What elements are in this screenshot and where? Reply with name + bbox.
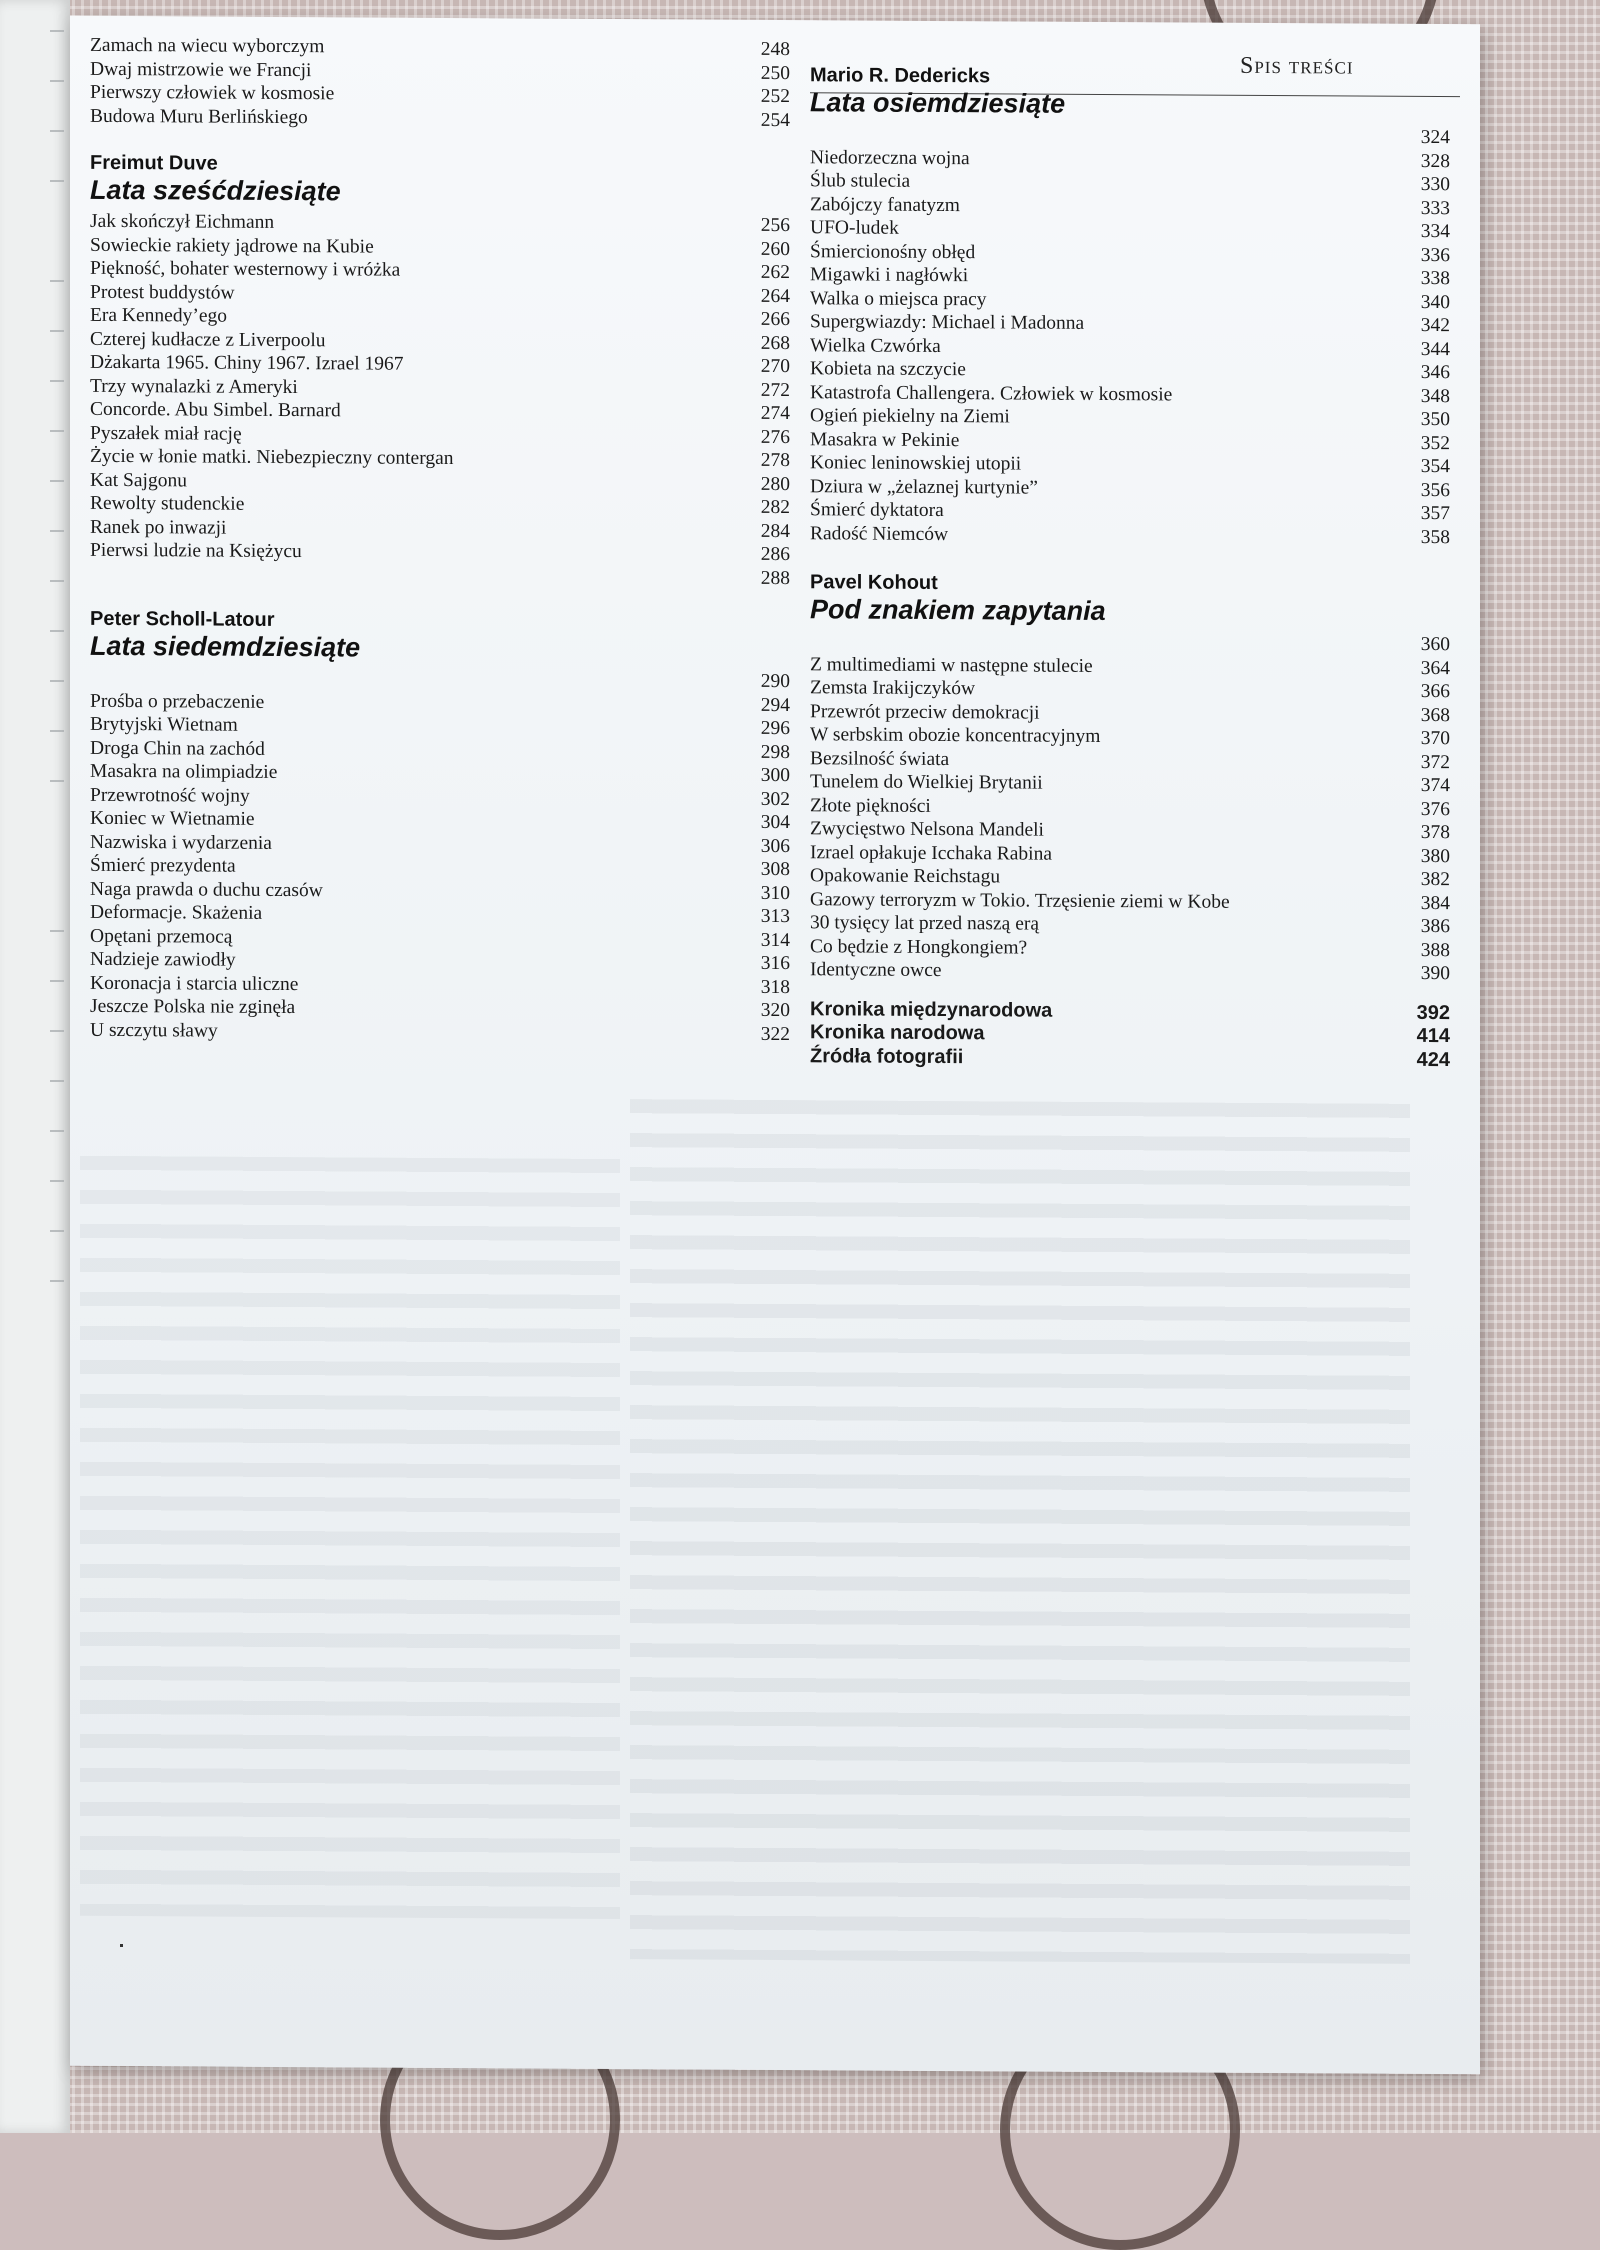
top-entries: [90, 34, 790, 132]
toc-entry: [90, 539, 790, 567]
entry-list: [90, 666, 790, 1046]
entry-page: 262: [760, 261, 790, 284]
section-title: Lata osiemdziesiąte: [810, 87, 1066, 119]
entry-title: Ślub stulecia: [810, 170, 911, 192]
entry-title: Trzy wynalazki z Ameryki: [90, 375, 298, 398]
section-eighties: [810, 64, 1450, 549]
entry-page: 388: [1420, 939, 1450, 961]
section-author: Peter Scholl-Latour: [90, 607, 275, 631]
entry-title: Koronacja i starcia uliczne: [90, 972, 299, 995]
entry-page: 256: [760, 214, 790, 237]
entry-page: 390: [1420, 962, 1450, 985]
entry-list: [90, 210, 790, 590]
entry-page: 296: [760, 717, 790, 740]
entry-title: Nazwiska i wydarzenia: [90, 831, 272, 854]
entry-title: Opakowanie Reichstagu: [810, 865, 1001, 888]
toc-entry: [90, 562, 790, 590]
entry-page: 288: [760, 567, 790, 589]
entry-title: Życie w łonie matki. Niebezpieczny contergan: [90, 445, 454, 470]
right-column: [810, 64, 1450, 1072]
entry-page: 336: [1420, 244, 1450, 266]
section-author: Freimut Duve: [90, 151, 218, 175]
entry-title: Dziura w „żelaznej kurtynie”: [810, 475, 1038, 499]
entry-page: 378: [1420, 821, 1450, 844]
entry-page: 376: [1420, 798, 1450, 820]
entry-title: Przewrót przeciw demokracji: [810, 700, 1040, 724]
entry-page: 366: [1420, 680, 1450, 703]
entry-title: Era Kennedy’ego: [90, 304, 227, 327]
page-mark: [120, 1944, 123, 1947]
appendix-list: [810, 998, 1450, 1072]
entry-page: 298: [760, 741, 790, 763]
entry-title: Katastrofa Challengera. Człowiek w kosmosie: [810, 381, 1173, 405]
entry-page: 252: [760, 85, 790, 108]
entry-title: Pierwszy człowiek w kosmosie: [90, 81, 335, 105]
entry-title: Kronika międzynarodowa: [810, 997, 1053, 1022]
entry-title: Naga prawda o duchu czasów: [90, 878, 323, 901]
toc-entry: [810, 193, 1450, 220]
previous-page-edge: [0, 0, 70, 2133]
entry-title: Supergwiazdy: Michael i Madonna: [810, 311, 1085, 334]
entry-page: 313: [760, 905, 790, 928]
entry-title: Z multimediami w następne stulecie: [810, 653, 1093, 677]
entry-title: Jak skończył Eichmann: [90, 210, 275, 233]
entry-title: Śmiercionośny obłęd: [810, 240, 976, 263]
entry-title: Kat Sajgonu: [90, 469, 187, 491]
entry-page: 382: [1420, 868, 1450, 891]
entry-page: 306: [760, 835, 790, 857]
entry-page: 250: [760, 62, 790, 84]
section-title: Pod znakiem zapytania: [810, 594, 1106, 627]
section-question-mark: [810, 571, 1450, 985]
entry-page: 280: [760, 473, 790, 495]
entry-page: 424: [1416, 1048, 1450, 1071]
entry-page: 358: [1420, 526, 1450, 548]
toc-entry: [90, 445, 790, 473]
entry-title: U szczytu sławy: [90, 1019, 218, 1042]
entry-page: 370: [1420, 727, 1450, 750]
entry-title: Czterej kudłacze z Liverpoolu: [90, 328, 326, 351]
entry-page: 264: [760, 285, 790, 307]
entry-title: Brytyjski Wietnam: [90, 713, 238, 736]
entry-title: Pierwsi ludzie na Księżycu: [90, 539, 302, 563]
entry-page: 302: [760, 788, 790, 810]
entry-page: 254: [760, 109, 790, 131]
entry-title: Concorde. Abu Simbel. Barnard: [90, 398, 341, 422]
entry-page: 284: [760, 520, 790, 542]
entry-title: Walka o miejsca pracy: [810, 287, 987, 310]
bleed-through-text: [80, 1156, 620, 1919]
entry-page: 333: [1420, 197, 1450, 219]
entry-title: Pyszałek miał rację: [90, 422, 242, 445]
entry-list: [810, 122, 1450, 549]
entry-title: Deformacje. Skażenia: [90, 901, 263, 924]
entry-title: Nadzieje zawiodły: [90, 948, 236, 971]
entry-page: 282: [760, 496, 790, 519]
entry-page: 350: [1420, 408, 1450, 431]
entry-page: 248: [760, 38, 790, 61]
entry-title: Kobieta na szczycie: [810, 358, 966, 381]
entry-title: Rewolty studenckie: [90, 492, 245, 515]
entry-page: 384: [1420, 892, 1450, 914]
entry-page: 320: [760, 999, 790, 1022]
entry-title: Sowieckie rakiety jądrowe na Kubie: [90, 234, 374, 258]
entry-title: Bezsilność świata: [810, 747, 950, 770]
entry-page: 274: [760, 402, 790, 425]
entry-page: 268: [760, 332, 790, 354]
entry-title: Przewrotność wojny: [90, 784, 250, 807]
entry-title: Droga Chin na zachód: [90, 737, 265, 760]
entry-title: Śmierć prezydenta: [90, 854, 236, 877]
entry-page: 310: [760, 882, 790, 904]
entry-page: 294: [760, 694, 790, 716]
entry-page: 346: [1420, 361, 1450, 384]
entry-page: 290: [760, 670, 790, 693]
entry-title: Zabójczy fanatyzm: [810, 193, 960, 216]
entry-title: 30 tysięcy lat przed naszą erą: [810, 912, 1040, 935]
toc-entry: [810, 522, 1450, 549]
section-author: Mario R. Dedericks: [810, 64, 991, 88]
entry-title: Złote piękności: [810, 794, 931, 817]
entry-page: 342: [1420, 314, 1450, 337]
entry-title: Zwycięstwo Nelsona Mandeli: [810, 818, 1044, 841]
entry-page: 374: [1420, 774, 1450, 797]
contents-page: [70, 16, 1480, 2075]
section-title: Lata siedemdziesiąte: [90, 630, 361, 663]
entry-page: 360: [1420, 633, 1450, 656]
entry-page: 318: [760, 976, 790, 998]
section-title: Lata sześćdziesiąte: [90, 174, 341, 207]
entry-page: 386: [1420, 915, 1450, 938]
entry-title: Śmierć dyktatora: [810, 499, 944, 522]
entry-title: Piękność, bohater westernowy i wróżka: [90, 257, 401, 281]
entry-page: 330: [1420, 173, 1450, 196]
entry-title: UFO-ludek: [810, 217, 899, 239]
entry-page: 328: [1420, 150, 1450, 172]
entry-title: Zemsta Irakijczyków: [810, 677, 976, 700]
entry-title: Dżakarta 1965. Chiny 1967. Izrael 1967: [90, 351, 404, 375]
entry-page: 368: [1420, 704, 1450, 726]
entry-title: Protest buddystów: [90, 281, 235, 304]
entry-page: 344: [1420, 338, 1450, 360]
entry-title: Kronika narodowa: [810, 1021, 985, 1045]
entry-title: Tunelem do Wielkiej Brytanii: [810, 771, 1043, 794]
entry-page: 314: [760, 929, 790, 951]
entry-title: Dwaj mistrzowie we Francji: [90, 58, 312, 81]
entry-title: W serbskim obozie koncentracyjnym: [810, 724, 1101, 747]
toc-entry: [90, 1018, 790, 1046]
entry-title: Ranek po inwazji: [90, 516, 227, 539]
entry-title: Masakra w Pekinie: [810, 428, 960, 451]
appendix-entry: [810, 1045, 1450, 1072]
entry-page: 352: [1420, 432, 1450, 454]
entry-page: 356: [1420, 479, 1450, 501]
entry-title: Zamach na wiecu wyborczym: [90, 34, 325, 58]
bleed-through-text: [630, 1099, 1410, 1964]
section-sixties: [90, 152, 790, 590]
entry-page: 357: [1420, 502, 1450, 525]
entry-page: 338: [1420, 267, 1450, 290]
page-header: Spis treści: [1240, 52, 1354, 80]
entry-page: 304: [760, 811, 790, 834]
section-author: Pavel Kohout: [810, 571, 938, 594]
entry-page: 308: [760, 858, 790, 881]
entry-title: Niedorzeczna wojna: [810, 146, 970, 169]
entry-page: 260: [760, 238, 790, 260]
entry-list: [810, 629, 1450, 985]
entry-title: Migawki i nagłówki: [810, 264, 969, 287]
entry-page: 324: [1420, 126, 1450, 149]
entry-page: 348: [1420, 385, 1450, 407]
toc-entry: [810, 958, 1450, 985]
entry-page: 300: [760, 764, 790, 787]
entry-title: Prośba o przebaczenie: [90, 690, 265, 713]
entry-page: 316: [760, 952, 790, 975]
entry-page: 278: [760, 449, 790, 472]
entry-title: Masakra na olimpiadzie: [90, 760, 278, 783]
entry-page: 272: [760, 379, 790, 401]
entry-page: 276: [760, 426, 790, 448]
entry-title: Budowa Muru Berlińskiego: [90, 105, 308, 128]
entry-title: Radość Niemców: [810, 522, 949, 545]
entry-title: Jeszcze Polska nie zginęła: [90, 995, 296, 1019]
entry-page: 270: [760, 355, 790, 378]
entry-page: 266: [760, 308, 790, 331]
entry-page: 286: [760, 543, 790, 566]
toc-entry: [90, 104, 790, 132]
entry-title: Gazowy terroryzm w Tokio. Trzęsienie ziemi w Kobe: [810, 888, 1230, 913]
section-seventies: [90, 608, 790, 1046]
entry-page: 340: [1420, 291, 1450, 313]
entry-title: Źródła fotografii: [810, 1044, 964, 1068]
entry-page: 354: [1420, 455, 1450, 478]
entry-page: 364: [1420, 657, 1450, 679]
entry-title: Koniec w Wietnamie: [90, 807, 255, 830]
entry-page: 392: [1416, 1001, 1450, 1024]
entry-title: Co będzie z Hongkongiem?: [810, 935, 1028, 959]
entry-title: Ogień piekielny na Ziemi: [810, 405, 1010, 428]
left-column: [90, 34, 790, 1046]
entry-page: 414: [1416, 1024, 1450, 1048]
entry-page: 322: [760, 1023, 790, 1045]
entry-title: Wielka Czwórka: [810, 334, 941, 357]
entry-page: 380: [1420, 845, 1450, 867]
entry-title: Koniec leninowskiej utopii: [810, 452, 1022, 475]
entry-page: 372: [1420, 751, 1450, 773]
entry-title: Opętani przemocą: [90, 925, 233, 948]
entry-title: Identyczne owce: [810, 959, 942, 982]
entry-title: Izrael opłakuje Icchaka Rabina: [810, 841, 1052, 865]
entry-page: 334: [1420, 220, 1450, 243]
